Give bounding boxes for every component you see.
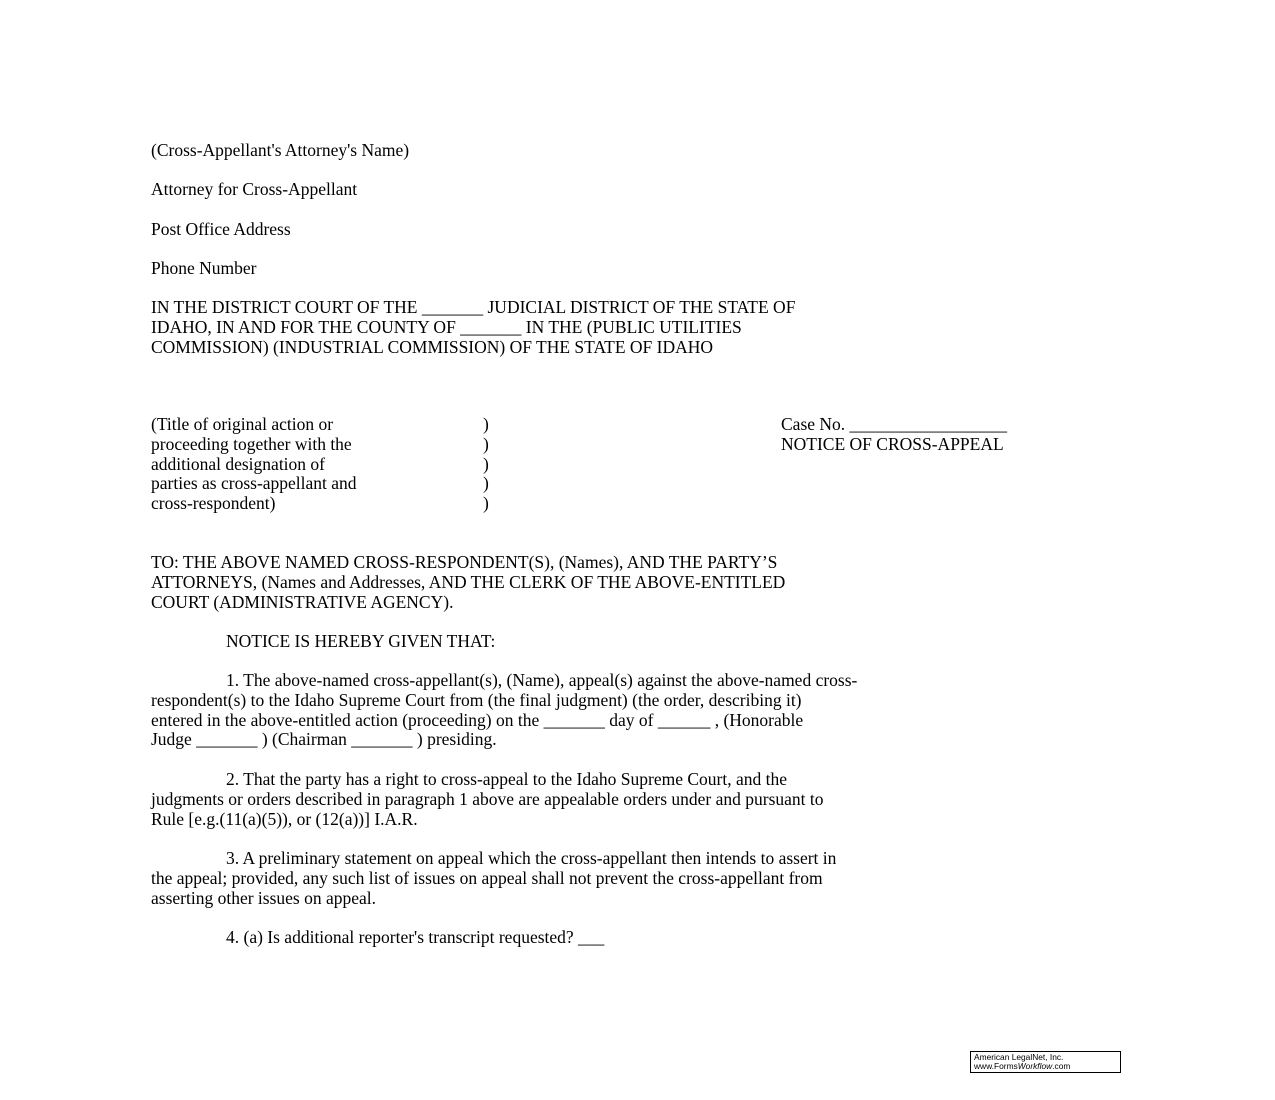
caption-line: parties as cross-appellant and [151,473,357,494]
case-number: Case No. __________________ [781,414,1008,434]
caption-paren: ) [483,473,489,494]
case-caption-title [151,415,357,514]
paragraph-line: 3. A preliminary statement on appeal which the cross-appellant then intends to assert in [226,848,837,868]
paragraph-line: the appeal; provided, any such list of issues on appeal shall not prevent the cross-appellant from [151,867,823,888]
caption-line: additional designation of [151,453,325,474]
caption-paren: ) [483,453,489,474]
paragraph-2 [151,770,824,829]
notice-line: NOTICE IS HEREBY GIVEN THAT: [226,631,496,651]
attorney-name: (Cross-Appellant's Attorney's Name) [151,140,410,160]
paragraph-line: 2. That the party has a right to cross-appeal to the Idaho Supreme Court, and the [226,769,787,789]
footer-site-prefix: www.Forms [974,1061,1018,1071]
paragraph-4: 4. (a) Is additional reporter's transcript requested? ___ [226,927,605,947]
paragraph-line: Judge _______ ) (Chairman _______ ) presiding. [151,729,497,750]
post-office-address: Post Office Address [151,219,291,239]
attorney-for: Attorney for Cross-Appellant [151,179,358,199]
caption-line: (Title of original action or [151,414,334,434]
to-line: COURT (ADMINISTRATIVE AGENCY). [151,591,454,612]
caption-parentheses [483,415,489,514]
court-heading-line: IN THE DISTRICT COURT OF THE _______ JUDICIAL DISTRICT OF THE STATE OF [151,297,796,317]
footer-site-italic: Workflow [1017,1061,1053,1071]
paragraph-line: Rule [e.g.(11(a)(5)), or (12(a))] I.A.R. [151,808,418,829]
caption-paren: ) [483,414,489,434]
footer-company: American LegalNet, Inc. [974,1052,1064,1062]
caption-paren: ) [483,493,489,514]
phone-number: Phone Number [151,258,257,278]
footer-site-suffix: .com [1052,1061,1071,1071]
paragraph-3 [151,849,836,908]
document-title: NOTICE OF CROSS-APPEAL [781,433,1004,454]
to-block [151,553,785,612]
footer-branding [970,1051,1121,1073]
paragraph-line: 1. The above-named cross-appellant(s), (Name), appeal(s) against the above-named cross- [226,670,858,690]
court-heading [151,298,795,357]
caption-paren: ) [483,433,489,454]
paragraph-line: judgments or orders described in paragraph 1 above are appealable orders under and pursuant to [151,788,824,809]
case-info [781,415,1007,455]
court-heading-line: IDAHO, IN AND FOR THE COUNTY OF _______ IN THE (PUBLIC UTILITIES [151,316,742,337]
paragraph-1 [151,671,857,750]
caption-line: cross-respondent) [151,493,276,514]
paragraph-line: entered in the above-entitled action (proceeding) on the _______ day of ______ , (Honorable [151,709,804,730]
paragraph-line: respondent(s) to the Idaho Supreme Court from (the final judgment) (the order, describing it) [151,689,802,710]
footer-website [974,1062,1120,1071]
to-line: TO: THE ABOVE NAMED CROSS-RESPONDENT(S), (Names), AND THE PARTY’S [151,552,778,572]
to-line: ATTORNEYS, (Names and Addresses, AND THE CLERK OF THE ABOVE-ENTITLED [151,571,786,592]
caption-line: proceeding together with the [151,433,352,454]
court-heading-line: COMMISSION) (INDUSTRIAL COMMISSION) OF THE STATE OF IDAHO [151,336,714,357]
paragraph-line: asserting other issues on appeal. [151,887,377,908]
